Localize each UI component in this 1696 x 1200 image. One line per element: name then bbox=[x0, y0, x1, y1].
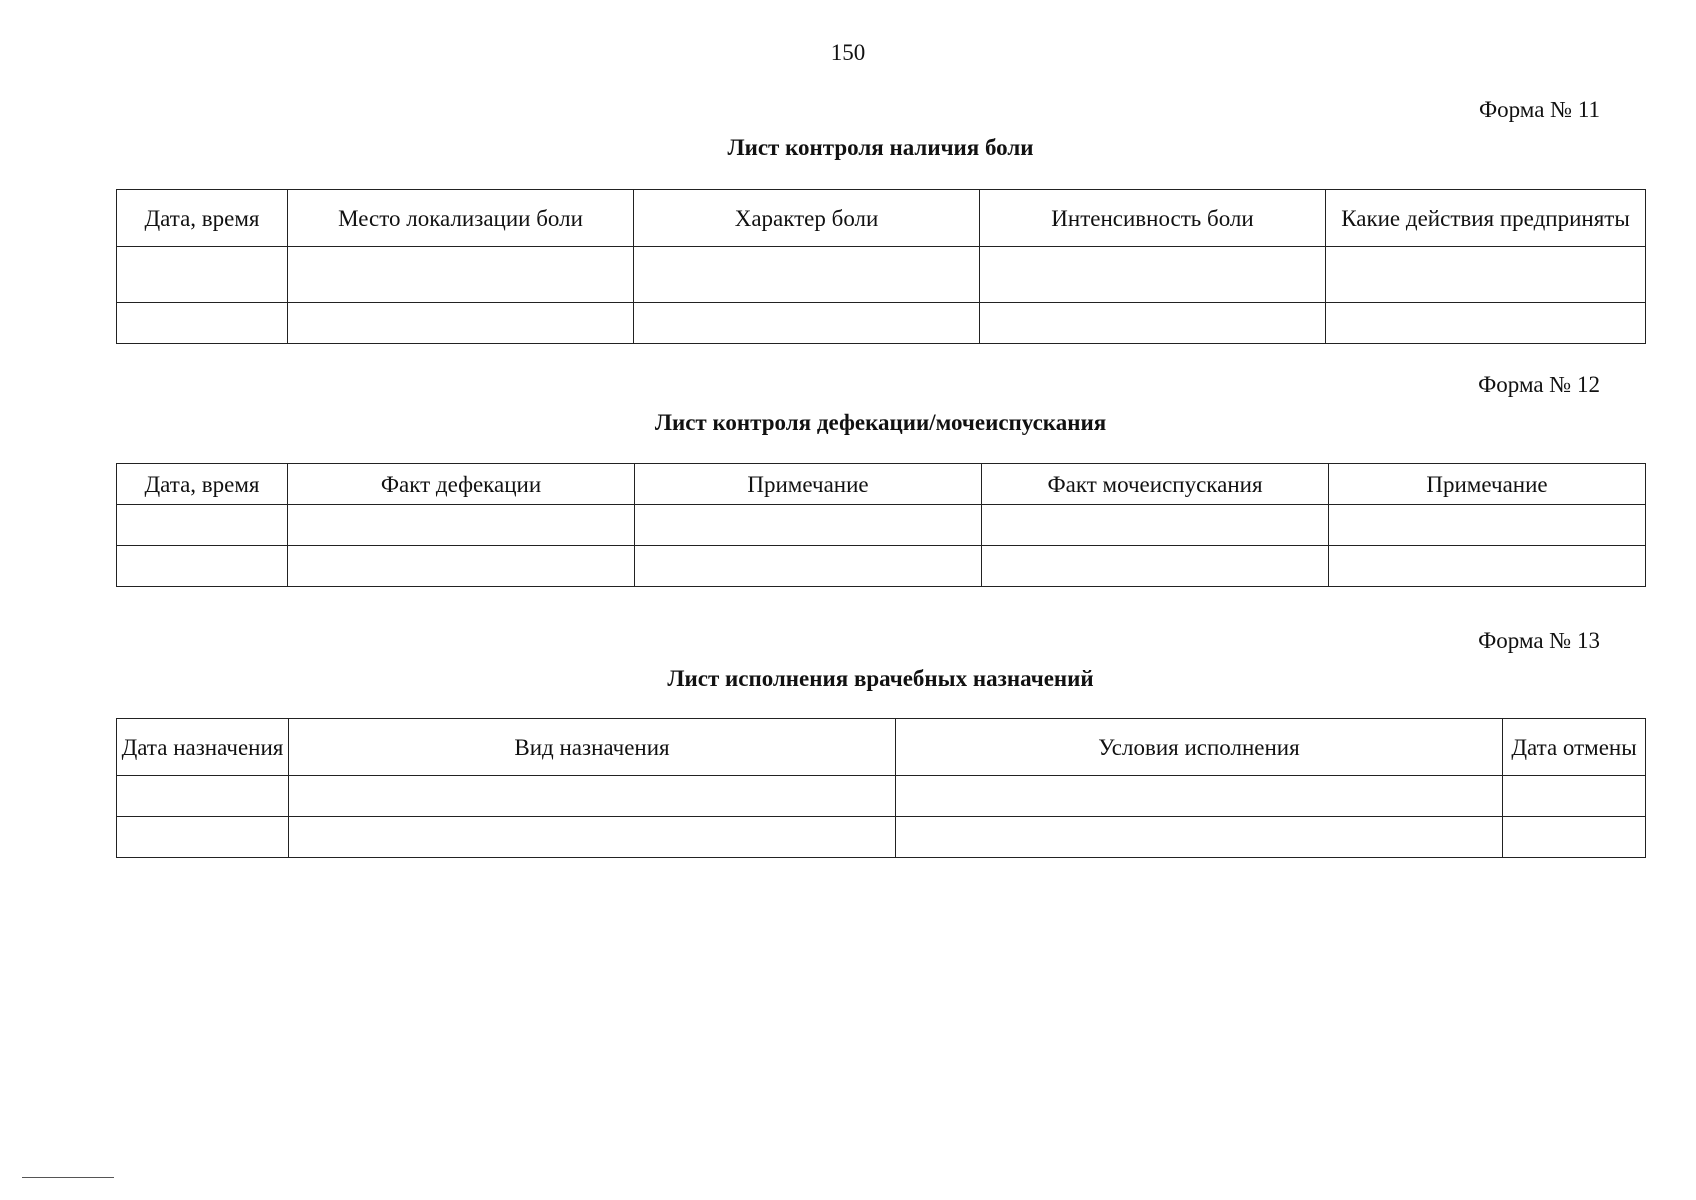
table-row bbox=[117, 546, 1646, 587]
table-cell bbox=[896, 776, 1503, 817]
footnote-divider bbox=[22, 1177, 114, 1178]
table-row bbox=[117, 505, 1646, 546]
form-12-label: Форма № 12 bbox=[1478, 372, 1600, 397]
pain-control-table bbox=[116, 189, 1646, 344]
header-cell: Примечание bbox=[635, 464, 982, 505]
header-cell: Характер боли bbox=[634, 190, 980, 247]
form-11-title: Лист контроля наличия боли bbox=[727, 135, 1034, 160]
table-cell bbox=[288, 546, 635, 587]
table-cell bbox=[980, 247, 1326, 303]
table-cell bbox=[117, 247, 288, 303]
table-cell bbox=[117, 776, 289, 817]
table-row bbox=[117, 817, 1646, 858]
table-cell bbox=[289, 776, 896, 817]
table-row bbox=[117, 247, 1646, 303]
table-header-row bbox=[117, 190, 1646, 247]
table-cell bbox=[288, 505, 635, 546]
table-cell bbox=[117, 546, 288, 587]
form-13-title: Лист исполнения врачебных назначений bbox=[667, 666, 1094, 691]
table-cell bbox=[1503, 817, 1646, 858]
header-cell: Какие действия предприняты bbox=[1326, 190, 1646, 247]
table-cell bbox=[1503, 776, 1646, 817]
table-cell bbox=[982, 505, 1329, 546]
table-row bbox=[117, 776, 1646, 817]
table-cell bbox=[1326, 247, 1646, 303]
header-cell: Место локализации боли bbox=[288, 190, 634, 247]
table-cell bbox=[117, 505, 288, 546]
table-cell bbox=[289, 817, 896, 858]
header-cell: Условия исполнения bbox=[896, 719, 1503, 776]
form-12-title: Лист контроля дефекации/мочеиспускания bbox=[654, 410, 1107, 435]
table-cell bbox=[117, 303, 288, 344]
table-cell bbox=[117, 817, 289, 858]
page-number: 150 bbox=[830, 40, 866, 65]
medical-orders-table bbox=[116, 718, 1646, 858]
table-cell bbox=[634, 247, 980, 303]
table-cell bbox=[1326, 303, 1646, 344]
header-cell: Дата отмены bbox=[1503, 719, 1646, 776]
header-cell: Примечание bbox=[1329, 464, 1646, 505]
header-cell: Факт дефекации bbox=[288, 464, 635, 505]
table-cell bbox=[980, 303, 1326, 344]
form-13-label: Форма № 13 bbox=[1478, 628, 1600, 653]
table-cell bbox=[1329, 546, 1646, 587]
header-cell: Интенсивность боли bbox=[980, 190, 1326, 247]
table-row bbox=[117, 303, 1646, 344]
header-cell: Дата, время bbox=[117, 464, 288, 505]
table-cell bbox=[288, 247, 634, 303]
header-cell: Дата, время bbox=[117, 190, 288, 247]
table-cell bbox=[288, 303, 634, 344]
header-cell: Дата назначения bbox=[117, 719, 289, 776]
form-11-label: Форма № 11 bbox=[1478, 97, 1600, 122]
table-header-row bbox=[117, 464, 1646, 505]
table-cell bbox=[982, 546, 1329, 587]
table-cell bbox=[635, 546, 982, 587]
header-cell: Факт мочеиспускания bbox=[982, 464, 1329, 505]
table-cell bbox=[634, 303, 980, 344]
table-cell bbox=[896, 817, 1503, 858]
table-header-row bbox=[117, 719, 1646, 776]
header-cell: Вид назначения bbox=[289, 719, 896, 776]
defecation-urination-table bbox=[116, 463, 1646, 587]
table-cell bbox=[635, 505, 982, 546]
table-cell bbox=[1329, 505, 1646, 546]
